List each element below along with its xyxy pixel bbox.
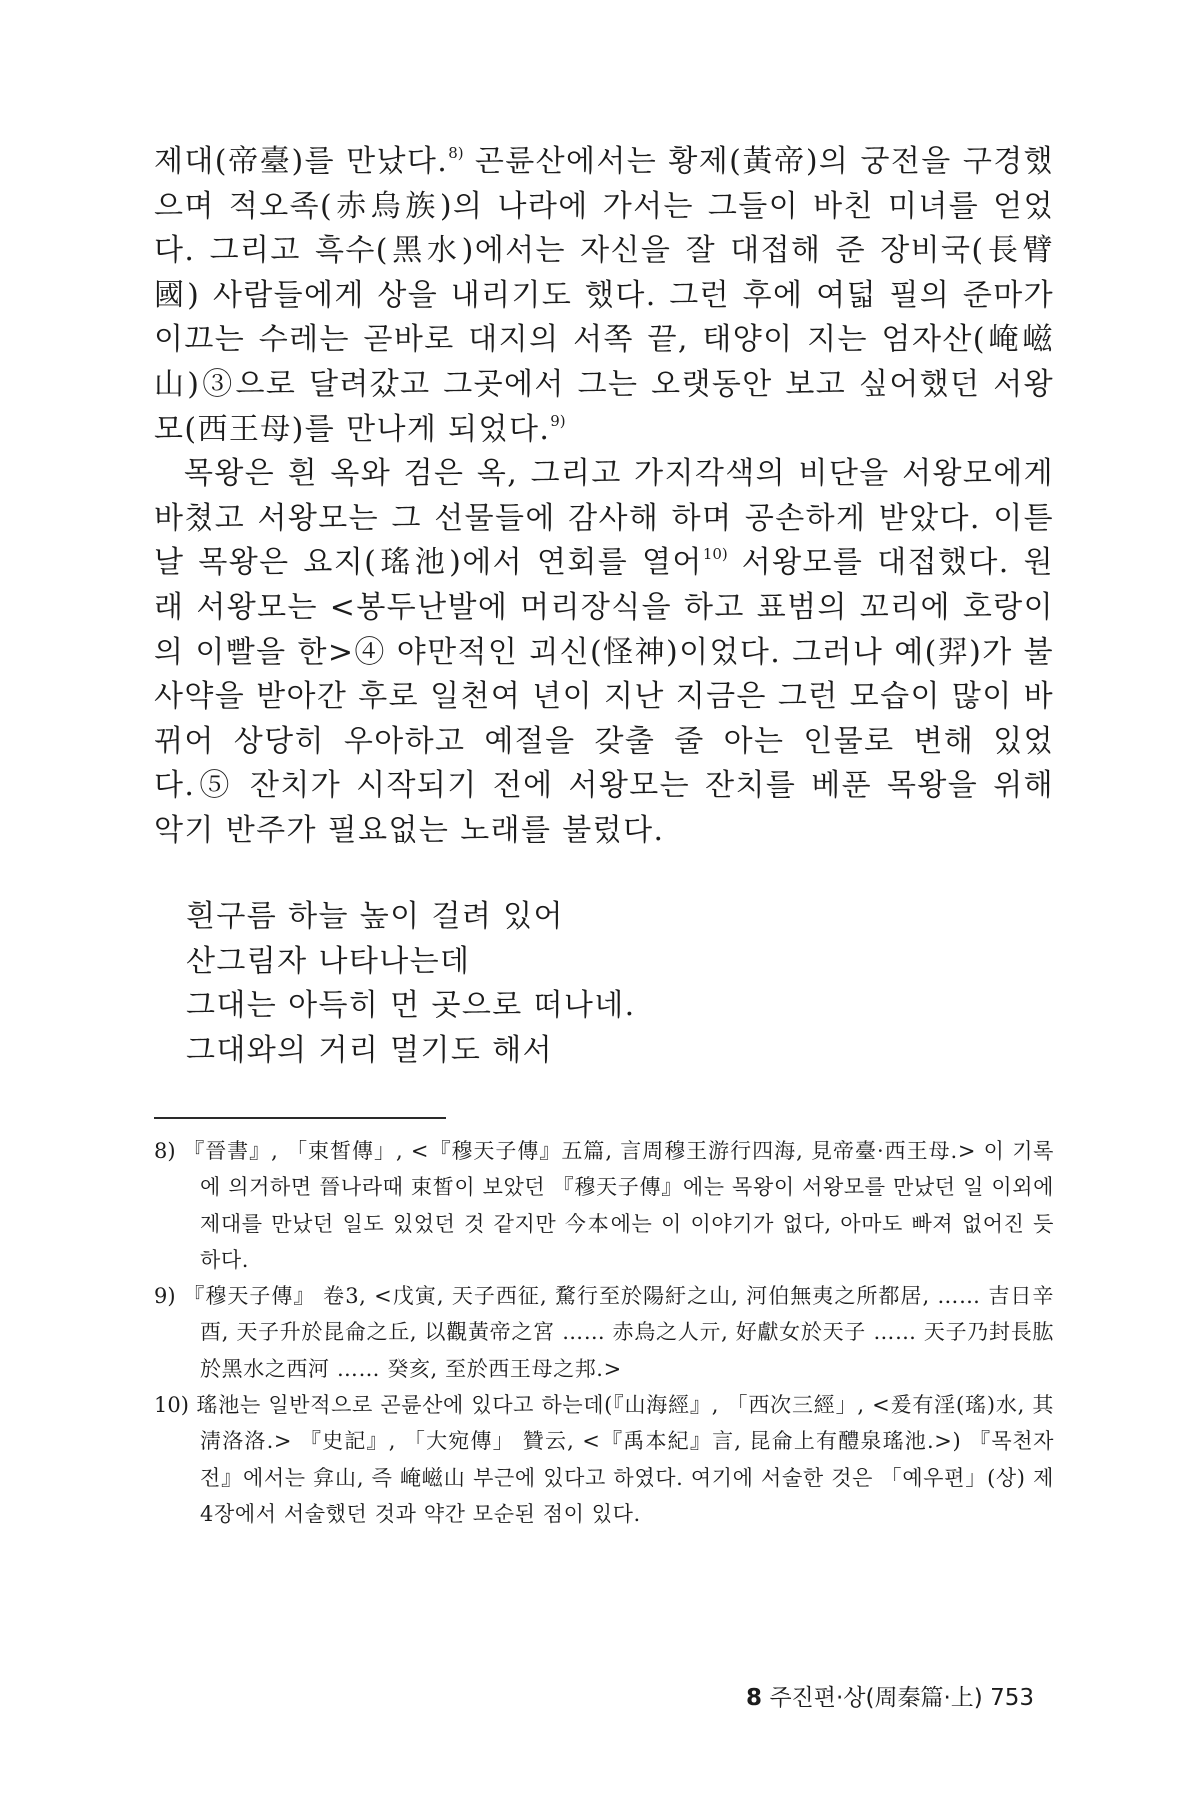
footnote-divider	[154, 1117, 446, 1119]
page-number: 753	[990, 1685, 1034, 1711]
running-footer	[694, 1683, 1034, 1713]
footnote-number: 10)	[154, 1393, 189, 1418]
text-run: 야만적인 괴신(怪神)이었다. 그러나 예(羿)가 불사약을 받아간 후로 일천여 년이 지난 지금은 그런 모습이 많이 바뀌어 상당히 우아하고 예절을 갖출 줄 아는 인물로 변해 있었다.	[154, 634, 1054, 804]
poem-line: 그대는 아득히 먼 곳으로 떠나네.	[186, 988, 636, 1024]
poem-line: 그대와의 거리 멀기도 해서	[186, 1032, 553, 1068]
paragraph-2	[154, 452, 1054, 853]
text-run: 잔치가 시작되기 전에 서왕모는 잔치를 베푼 목왕을 위해 악기 반주가 필요없는 노래를 불렀다.	[154, 768, 1054, 848]
footnote-number: 9)	[154, 1284, 176, 1309]
endnote-ref-4: ④	[354, 634, 386, 670]
endnote-ref-3: ③	[200, 366, 236, 402]
footnote-number: 8)	[154, 1139, 176, 1163]
text-run: 곤륜산에서는 황제(黃帝)의 궁전을 구경했으며 적오족(赤烏族)의 나라에 가서는 그들이 바친 미녀를 얻었다. 그리고 흑수(黑水)에서는 자신을 잘 대접해 준 장비국(長臂國) 사람들에게 상을 내리기도 했다. 그런 후에 여덟 필의 준마가 이끄는 수레는 곧바로 대지의 서쪽 끝, 태양이 지는 엄자산(崦嵫山)	[154, 144, 1054, 402]
footnote-text: 瑤池는 일반적으로 곤륜산에 있다고 하는데(『山海經』, 「西次三經」, <爰有淫(瑤)水, 其淸洛洛.> 『史記』, 「大宛傳」 贊云, <『禹本紀』言, 昆侖上有醴泉瑤池.>) 『목천자전』에서는 弇山, 즉 崦嵫山 부근에 있다고 하였다. 여기에 서술한 것은 「예우편」(상) 제4장에서 서술했던 것과 약간 모순된 점이 있다.	[196, 1393, 1054, 1526]
footnote-text: 『晉書』, 「束皙傳」, <『穆天子傳』五篇, 言周穆王游行四海, 見帝臺·西王母.> 이 기록에 의거하면 晉나라때 束皙이 보았던 『穆天子傳』에는 목왕이 서왕모를 만났던 일 이외에 제대를 만났던 일도 있었던 것 같지만 今本에는 이 이야기가 없다, 아마도 빠져 없어진 듯하다.	[183, 1139, 1054, 1272]
paragraph-1	[154, 140, 1054, 452]
endnote-ref-5: ⑤	[195, 768, 235, 804]
poem	[186, 895, 1006, 1073]
main-text	[154, 140, 1054, 854]
chapter-number: 8	[746, 1685, 763, 1711]
footnote-ref-10: 10)	[702, 545, 728, 564]
footnote-8	[154, 1133, 1054, 1278]
text-run: 으로 달려갔고 그곳에서 그는 오랫동안 보고 싶어했던 서왕모(西王母)를 만나게 되었다.	[154, 366, 1055, 447]
poem-line: 흰구름 하늘 높이 걸려 있어	[186, 899, 564, 934]
footnotes	[154, 1133, 1054, 1532]
text-run: 목왕은 흰 옥와 검은 옥, 그리고 가지각색의 비단을 서왕모에게 바쳤고 서왕모는 그 선물들에 감사해 하며 공손하게 받았다. 이튿날 목왕은 요지(瑤池)에서 연회를 열어	[154, 456, 1054, 581]
poem-line: 산그림자 나타나는데	[186, 943, 471, 979]
text-run: 제대(帝臺)를 만났다.	[154, 144, 449, 179]
chapter-title: 주진편·상(周秦篇·上)	[769, 1685, 983, 1711]
footnote-ref-8: 8)	[448, 144, 464, 162]
footnote-text: 『穆天子傳』 卷3, <戊寅, 天子西征, 騖行至於陽紆之山, 河伯無夷之所都居, …… 吉日辛酉, 天子升於昆侖之丘, 以觀黃帝之宮 …… 赤烏之人亓, 好獻女於天子 …… 天子乃封長肱於黑水之西河 …… 癸亥, 至於西王母之邦.>	[183, 1284, 1055, 1381]
footnote-9	[154, 1278, 1054, 1387]
footnote-ref-9: 9)	[550, 411, 566, 430]
text-run: 서왕모를 대접했다. 원래 서왕모는 <봉두난발에 머리장식을 하고 표범의 꼬리에 호랑이의 이빨을 한>	[154, 545, 1054, 670]
footnote-10	[154, 1387, 1054, 1532]
